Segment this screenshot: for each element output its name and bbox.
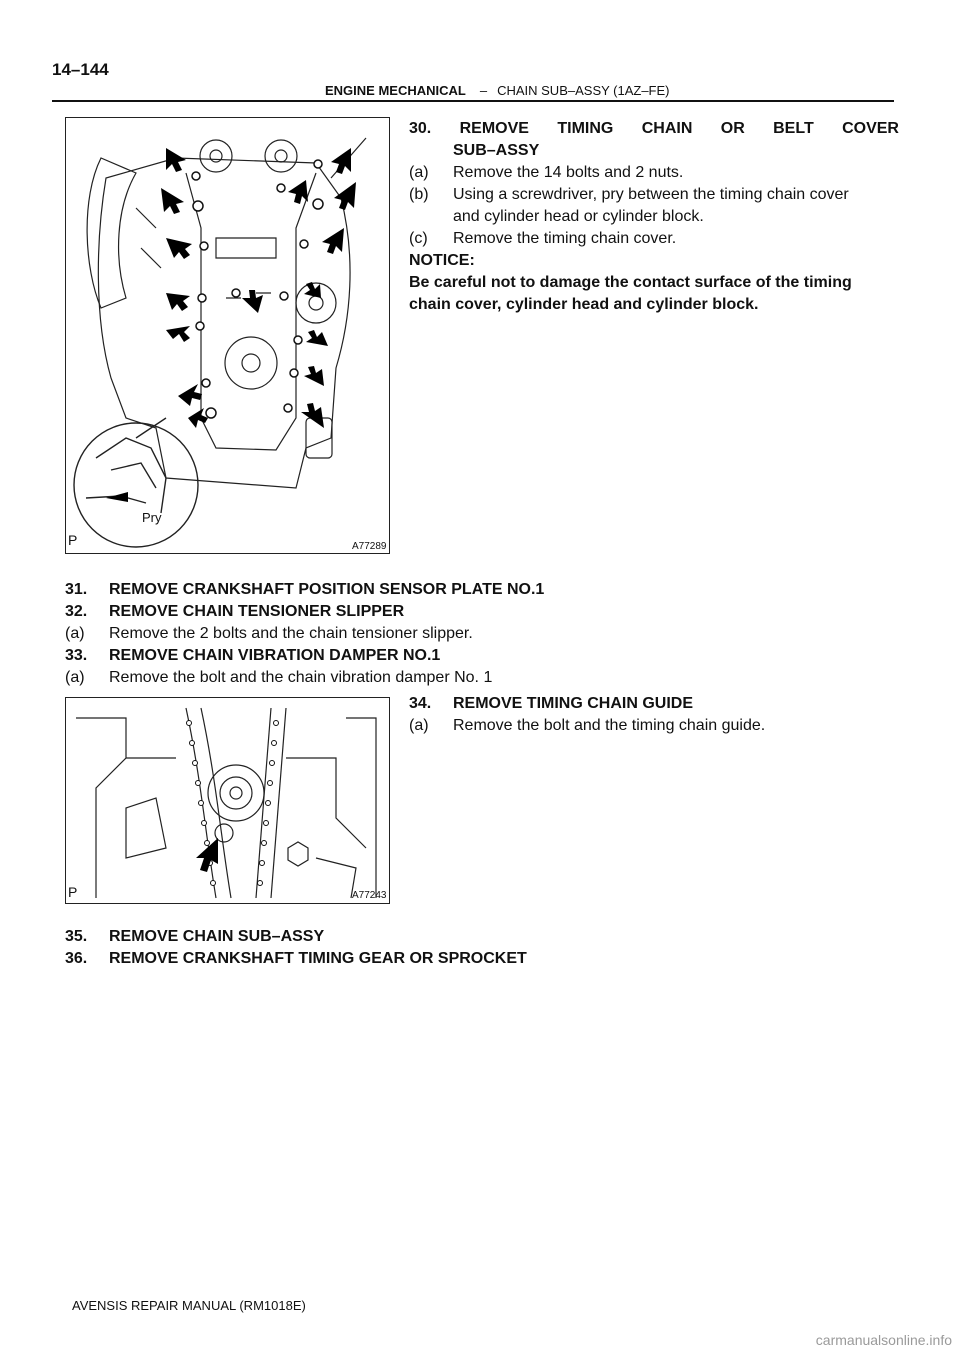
- chain-guide-illustration: [66, 698, 389, 903]
- footer-manual: AVENSIS REPAIR MANUAL (RM1018E): [72, 1298, 306, 1313]
- step-30-title-line2: SUB–ASSY: [453, 142, 540, 159]
- step-33-a: (a) Remove the bolt and the chain vibration damper No. 1: [65, 669, 493, 686]
- step-34: [409, 693, 899, 737]
- step-33: 33. REMOVE CHAIN VIBRATION DAMPER NO.1: [65, 647, 441, 664]
- figure-corner-label: P: [68, 884, 78, 900]
- step-36: 36. REMOVE CRANKSHAFT TIMING GEAR OR SPROCKET: [65, 950, 527, 967]
- notice-label: NOTICE:: [409, 252, 475, 269]
- step-30-title-line1: 30. REMOVE TIMING CHAIN OR BELT COVER: [409, 120, 899, 137]
- step-30-a: (a) Remove the 14 bolts and 2 nuts.: [409, 164, 684, 181]
- notice-line1: Be careful not to damage the contact surface of the timing: [409, 274, 852, 291]
- step-34-title: 34. REMOVE TIMING CHAIN GUIDE: [409, 695, 694, 712]
- step-32-a: (a) Remove the 2 bolts and the chain tensioner slipper.: [65, 625, 473, 642]
- figure-corner-label: P: [68, 532, 78, 548]
- figure-code: A77289: [352, 541, 387, 552]
- page-number: 14–144: [52, 60, 109, 79]
- step-30: [409, 118, 899, 316]
- step-30-number: 30.: [409, 120, 432, 137]
- figure-timing-chain-guide: [65, 697, 390, 904]
- watermark: carmanualsonline.info: [815, 1332, 952, 1348]
- steps-31-33: [65, 579, 895, 689]
- step-32: 32. REMOVE CHAIN TENSIONER SLIPPER: [65, 603, 405, 620]
- figure-code: A77243: [352, 890, 387, 901]
- running-header: [325, 83, 670, 98]
- step-35: 35. REMOVE CHAIN SUB–ASSY: [65, 928, 325, 945]
- figure-timing-chain-cover: [65, 117, 390, 554]
- pry-callout: Pry: [142, 510, 162, 525]
- step-30-b-cont: and cylinder head or cylinder block.: [453, 208, 704, 225]
- notice-line2: chain cover, cylinder head and cylinder block.: [409, 296, 759, 313]
- steps-35-36: [65, 926, 895, 970]
- header-subsection: CHAIN SUB–ASSY (1AZ–FE): [497, 83, 670, 98]
- step-30-b: (b) Using a screwdriver, pry between the timing chain cover: [409, 186, 849, 203]
- timing-cover-illustration: [66, 118, 389, 553]
- header-section: ENGINE MECHANICAL: [325, 83, 466, 98]
- header-dash: –: [479, 83, 488, 98]
- header-rule: [52, 100, 894, 102]
- step-31: 31. REMOVE CRANKSHAFT POSITION SENSOR PLATE NO.1: [65, 581, 545, 598]
- step-34-a: (a) Remove the bolt and the timing chain guide.: [409, 717, 766, 734]
- step-30-c: (c) Remove the timing chain cover.: [409, 230, 677, 247]
